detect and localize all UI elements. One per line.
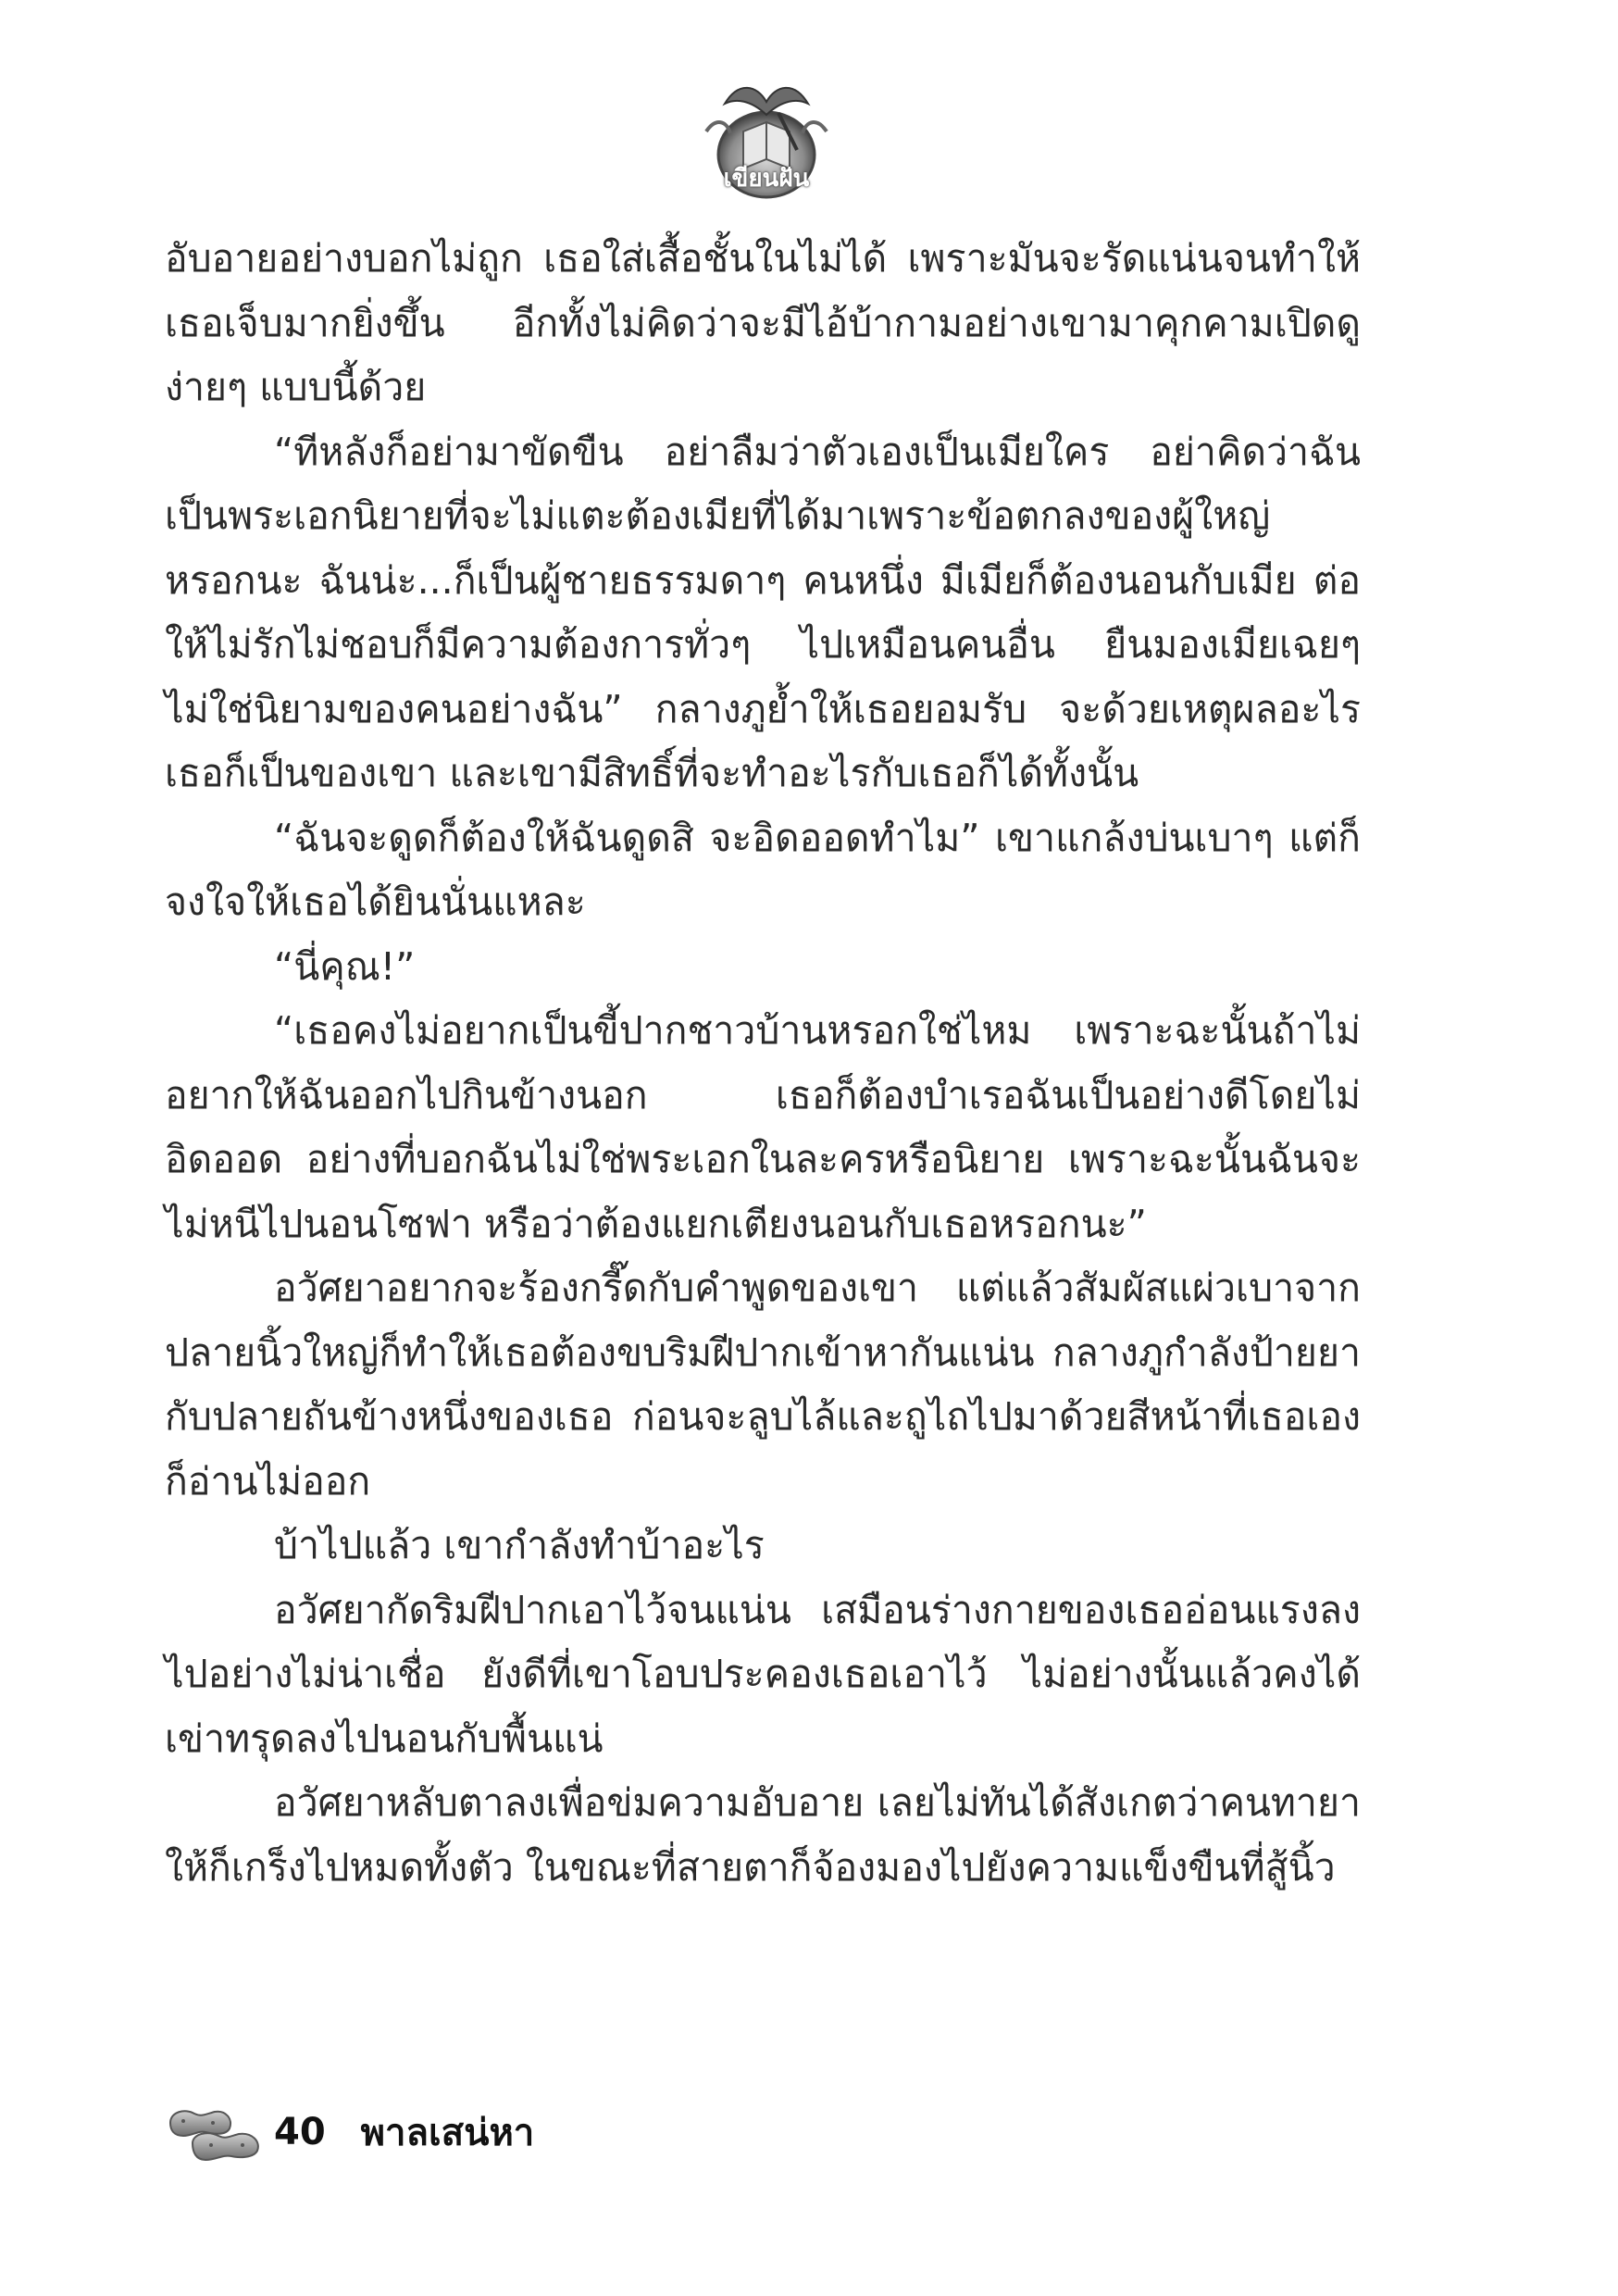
body-text [165,227,1361,1900]
logo-text: เขียนฝัน [723,165,810,193]
paragraph: “เธอคงไม่อยากเป็นขี้ปากชาวบ้านหรอกใช่ไหม เพราะฉะนั้นถ้าไม่อยากให้ฉันออกไปกินข้างนอก เธอก็ต้องบำเรอฉันเป็นอย่างดีโดยไม่อิดออด อย่างที่บอกฉันไม่ใช่พระเอกในละครหรือนิยาย เพราะฉะนั้นฉันจะไม่หนีไปนอนโซฟา หรือว่าต้องแยกเตียงนอนกับเธอหรอกนะ” [165,1008,1361,1246]
paragraph: อวัศยาอยากจะร้องกรี๊ดกับคำพูดของเขา แต่แล้วสัมผัสแผ่วเบาจากปลายนิ้วใหญ่ก็ทำให้เธอต้องขบริมฝีปากเข้าหากันแน่น กลางภูกำลังป้ายยากับปลายถันข้างหนึ่งของเธอ ก่อนจะลูบไล้และถูไถไปมาด้วยสีหน้าที่เธอเองก็อ่านไม่ออก [165,1266,1361,1504]
book-title: พาลเสน่หา [360,2112,535,2154]
paragraph: “นี่คุณ!” [274,943,416,989]
page-footer [165,2100,534,2165]
paragraph: อับอายอย่างบอกไม่ถูก เธอใส่เสื้อชั้นในไม่ได้ เพราะมันจะรัดแน่นจนทำให้เธอเจ็บมากยิ่งขึ้น อีกทั้งไม่คิดว่าจะมีไอ้บ้ากามอย่างเขามาคุกคามเปิดดูง่ายๆ แบบนี้ด้วย [165,236,1361,409]
paragraph: อวัศยาหลับตาลงเพื่อข่มความอับอาย เลยไม่ทันได้สังเกตว่าคนทายาให้ก็เกร็งไปหมดทั้งตัว ในขณะที่สายตาก็จ้องมองไปยังความแข็งขืนที่สู้นิ้ว [165,1780,1361,1890]
paragraph: อวัศยากัดริมฝีปากเอาไว้จนแน่น เสมือนร่างกายของเธออ่อนแรงลงไปอย่างไม่น่าเชื่อ ยังดีที่เขาโอบประคองเธอเอาไว้ ไม่อย่างนั้นแล้วคงได้เข่าทรุดลงไปนอนกับพื้นแน่ [165,1587,1361,1761]
paragraph: บ้าไปแล้ว เขากำลังทำบ้าอะไร [274,1523,765,1567]
page-number: 40 [274,2111,326,2153]
paragraph: “ฉันจะดูดก็ต้องให้ฉันดูดสิ จะอิดออดทำไม” เขาแกล้งบ่นเบาๆ แต่ก็จงใจให้เธอได้ยินนั่นแหละ [165,815,1361,924]
publisher-logo [688,67,845,206]
peanut-icon [165,2103,267,2162]
paragraph: “ทีหลังก็อย่ามาขัดขืน อย่าลืมว่าตัวเองเป็นเมียใคร อย่าคิดว่าฉันเป็นพระเอกนิยายที่จะไม่แตะต้องเมียที่ได้มาเพราะข้อตกลงของผู้ใหญ่หรอกนะ ฉันน่ะ...ก็เป็นผู้ชายธรรมดาๆ คนหนึ่ง มีเมียก็ต้องนอนกับเมีย ต่อให้ไม่รักไม่ชอบก็มีความต้องการทั่วๆ ไปเหมือนคนอื่น ยืนมองเมียเฉยๆ ไม่ใช่นิยามของคนอย่างฉัน” กลางภูย้ำให้เธอยอมรับ จะด้วยเหตุผลอะไร เธอก็เป็นของเขา และเขามีสิทธิ์ที่จะทำอะไรกับเธอก็ได้ทั้งนั้น [165,429,1361,795]
